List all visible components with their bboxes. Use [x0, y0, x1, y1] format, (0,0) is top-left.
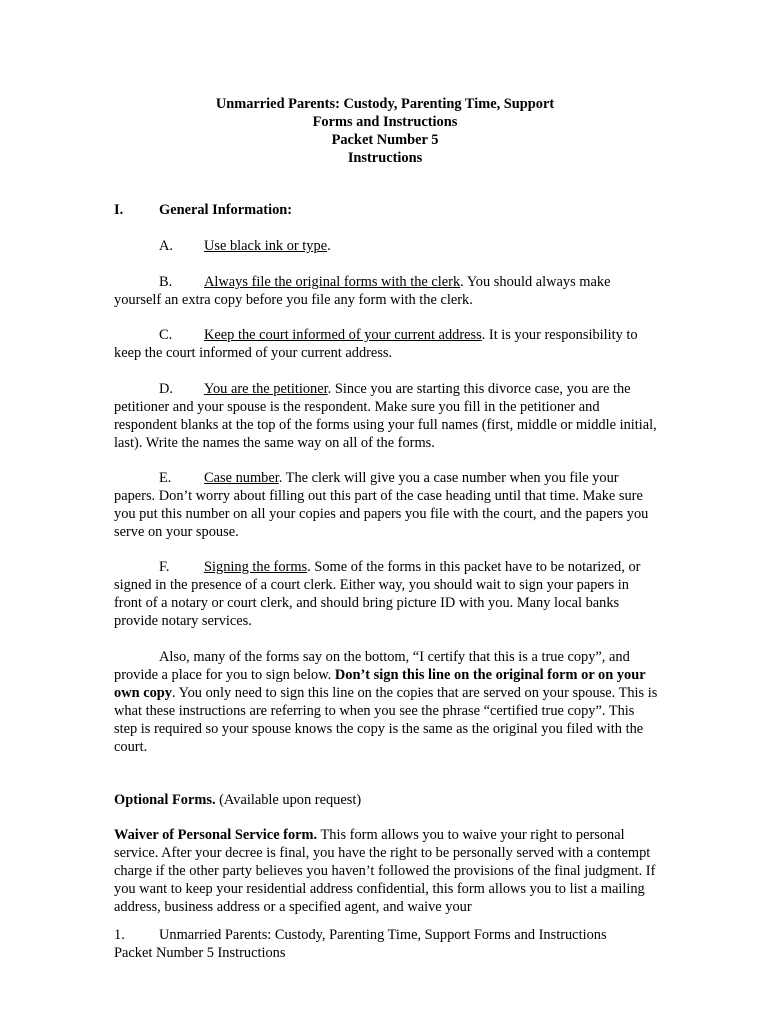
- item-c-text: . It is your responsibility to keep the court informed of your current address.: [114, 327, 638, 361]
- also-text-pre: Also, many of the forms say on the bottom, “I certify that this is a true copy”, and provide a place for you to sign below.: [114, 649, 630, 683]
- item-a-letter: A.: [159, 238, 173, 254]
- item-e-letter: E.: [159, 470, 172, 486]
- title-line-1: Unmarried Parents: Custody, Parenting Time, Support: [215, 96, 555, 112]
- item-e-heading: Case number: [204, 470, 279, 486]
- also-text-bold: Don’t sign this line on the original form or on your own copy: [114, 667, 646, 701]
- item-a: [114, 237, 659, 255]
- waiver-text: This form allows you to waive your right to personal service. After your decree is final, you have the right to be personally served with a contempt charge if the other party believes you haven’t followed the provisions of the final judgment. If you want to keep your residential address confidential, this form allows you to list a mailing address, business address or a specified agent, and waive your: [114, 827, 656, 915]
- item-b-letter: B.: [159, 274, 173, 290]
- item-f-heading: Signing the forms: [204, 559, 308, 575]
- footer-number: 1.: [114, 927, 125, 943]
- document-title: [0, 95, 770, 167]
- item-c-heading: Keep the court informed of your current address: [204, 327, 482, 343]
- item-f-text: . Some of the forms in this packet have to be notarized, or signed in the presence of a court clerk. Either way, you should wait to sign your papers in front of a notary or court clerk, and should bring picture ID with you. Many local banks provide notary services.: [114, 559, 641, 629]
- section-heading: [114, 201, 292, 219]
- waiver-paragraph: [114, 826, 659, 916]
- item-c: [114, 326, 659, 362]
- optional-forms-heading: Optional Forms.: [114, 792, 216, 808]
- item-b: [114, 273, 659, 309]
- title-line-2: Forms and Instructions: [312, 114, 458, 130]
- item-e-text: . The clerk will give you a case number when you file your papers. Don’t worry about filling out this part of the case heading until that time. Make sure you put this number on all your copies and papers you file with the court, and the papers you serve on your spouse.: [114, 470, 649, 540]
- item-d-text: . Since you are starting this divorce case, you are the petitioner and your spouse is the respondent. Make sure you fill in the petitioner and respondent blanks at the top of the forms using your full names (first, middle or middle initial, last). Write the names the same way on all of the forms.: [114, 381, 657, 451]
- footer-line-2: Packet Number 5 Instructions: [114, 945, 286, 961]
- item-d-letter: D.: [159, 381, 173, 397]
- item-e: [114, 469, 659, 541]
- optional-forms: [114, 791, 659, 809]
- page-footer: [114, 926, 659, 962]
- footer-line-1: Unmarried Parents: Custody, Parenting Time, Support Forms and Instructions: [159, 927, 607, 943]
- also-paragraph: [114, 648, 659, 756]
- also-text-post: . You only need to sign this line on the copies that are served on your spouse. This is what these instructions are referring to when you see the phrase “certified true copy”. This step is required so your spouse knows the copy is the same as the original you filed with the court.: [114, 685, 658, 755]
- item-d: [114, 380, 659, 452]
- title-line-4: Instructions: [347, 150, 423, 166]
- section-title: General Information:: [159, 202, 293, 218]
- waiver-heading: Waiver of Personal Service form.: [114, 827, 318, 843]
- optional-forms-note: (Available upon request): [215, 792, 362, 808]
- item-b-text: . You should always make yourself an extra copy before you file any form with the clerk.: [114, 274, 611, 308]
- item-c-letter: C.: [159, 327, 173, 343]
- title-line-3: Packet Number 5: [331, 132, 439, 148]
- section-number: I.: [114, 202, 124, 218]
- item-f-letter: F.: [159, 559, 170, 575]
- item-f: [114, 558, 659, 630]
- item-a-heading: Use black ink or type: [204, 238, 328, 254]
- item-d-heading: You are the petitioner: [204, 381, 328, 397]
- item-b-heading: Always file the original forms with the clerk: [204, 274, 461, 290]
- item-a-text: .: [327, 238, 331, 254]
